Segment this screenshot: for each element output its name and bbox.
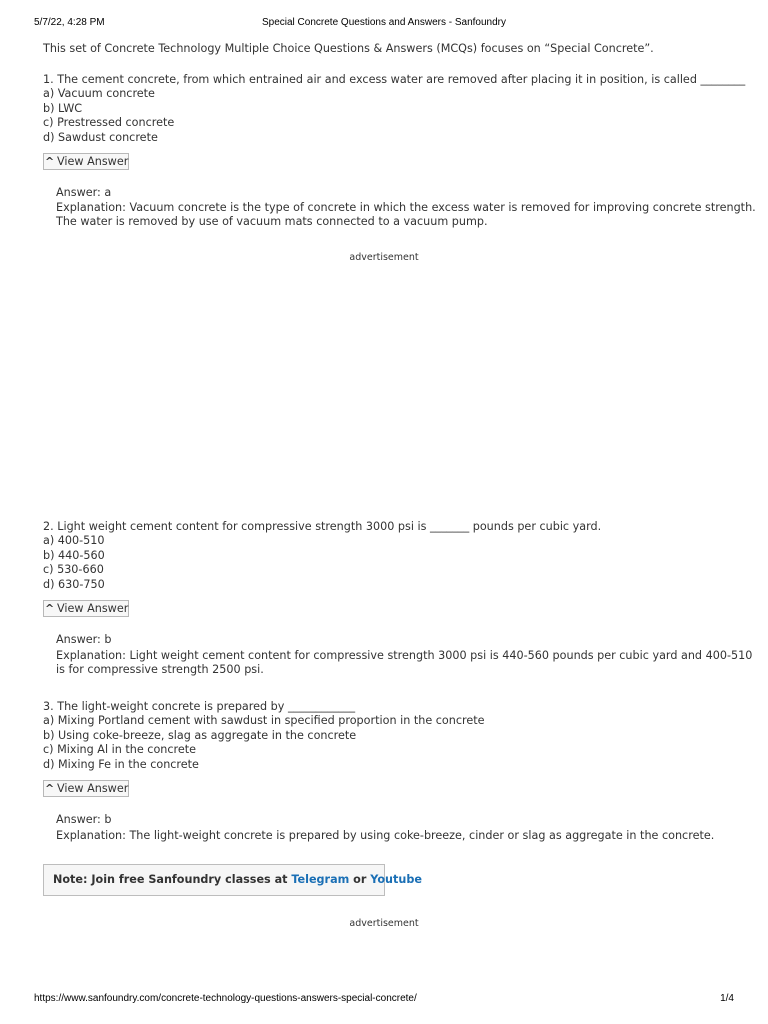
question-2-option-b: b) 440-560 bbox=[43, 549, 105, 562]
question-1-option-a: a) Vacuum concrete bbox=[43, 87, 155, 100]
question-3-option-c: c) Mixing Al in the concrete bbox=[43, 743, 197, 756]
print-page-title: Special Concrete Questions and Answers - Sanfoundry bbox=[261, 17, 507, 28]
advertisement-label-2: advertisement bbox=[349, 918, 419, 929]
chevron-up-icon: ^ bbox=[45, 782, 55, 795]
explanation-3-line-1: Explanation: The light-weight concrete is prepared by using coke-breeze, cinder or slag as aggregate in the concrete. bbox=[56, 829, 715, 842]
answer-2: Answer: b bbox=[56, 633, 112, 646]
view-answer-button-1[interactable] bbox=[43, 153, 129, 170]
print-footer bbox=[34, 993, 734, 1007]
note-middle: or bbox=[349, 873, 371, 886]
note-box bbox=[43, 864, 422, 896]
view-answer-button-3[interactable] bbox=[43, 780, 129, 797]
question-2-option-c: c) 530-660 bbox=[43, 563, 104, 576]
view-answer-label: View Answer bbox=[57, 782, 129, 795]
question-3: 3. The light-weight concrete is prepared by ____________ bbox=[43, 700, 356, 713]
explanation-1-line-1: Explanation: Vacuum concrete is the type of concrete in which the excess water is removed for improving concrete strength. bbox=[56, 201, 756, 214]
question-2-option-a: a) 400-510 bbox=[43, 534, 105, 547]
print-header bbox=[34, 17, 734, 31]
print-datetime: 5/7/22, 4:28 PM bbox=[34, 17, 105, 28]
question-1-option-c: c) Prestressed concrete bbox=[43, 116, 175, 129]
print-url: https://www.sanfoundry.com/concrete-technology-questions-answers-special-concrete/ bbox=[34, 993, 417, 1004]
view-answer-button-2[interactable] bbox=[43, 600, 129, 617]
explanation-2-line-1: Explanation: Light weight cement content for compressive strength 3000 psi is 440-560 pounds per cubic yard and 400-510 bbox=[56, 649, 753, 662]
chevron-up-icon: ^ bbox=[45, 155, 55, 168]
view-answer-label: View Answer bbox=[57, 155, 129, 168]
view-answer-label: View Answer bbox=[57, 602, 129, 615]
answer-1: Answer: a bbox=[56, 186, 112, 199]
question-1-option-d: d) Sawdust concrete bbox=[43, 131, 158, 144]
answer-3: Answer: b bbox=[56, 813, 112, 826]
telegram-link[interactable]: Telegram bbox=[291, 873, 350, 886]
explanation-1-line-2: The water is removed by use of vacuum mats connected to a vacuum pump. bbox=[56, 215, 488, 228]
question-2: 2. Light weight cement content for compressive strength 3000 psi is _______ pounds per cubic yard. bbox=[43, 520, 602, 533]
print-page-number: 1/4 bbox=[720, 993, 734, 1004]
question-2-option-d: d) 630-750 bbox=[43, 578, 105, 591]
question-1: 1. The cement concrete, from which entrained air and excess water are removed after placing it in position, is called ________ bbox=[43, 73, 746, 86]
question-3-option-a: a) Mixing Portland cement with sawdust in specified proportion in the concrete bbox=[43, 714, 485, 727]
question-3-option-d: d) Mixing Fe in the concrete bbox=[43, 758, 199, 771]
intro-text: This set of Concrete Technology Multiple Choice Questions & Answers (MCQs) focuses on “Special Concrete”. bbox=[43, 42, 654, 55]
youtube-link[interactable]: Youtube bbox=[370, 873, 422, 886]
advertisement-label-1: advertisement bbox=[349, 252, 419, 263]
question-3-option-b: b) Using coke-breeze, slag as aggregate in the concrete bbox=[43, 729, 357, 742]
question-1-option-b: b) LWC bbox=[43, 102, 83, 115]
note-prefix: Note: Join free Sanfoundry classes at bbox=[53, 873, 292, 886]
explanation-2-line-2: is for compressive strength 2500 psi. bbox=[56, 663, 264, 676]
chevron-up-icon: ^ bbox=[45, 602, 55, 615]
